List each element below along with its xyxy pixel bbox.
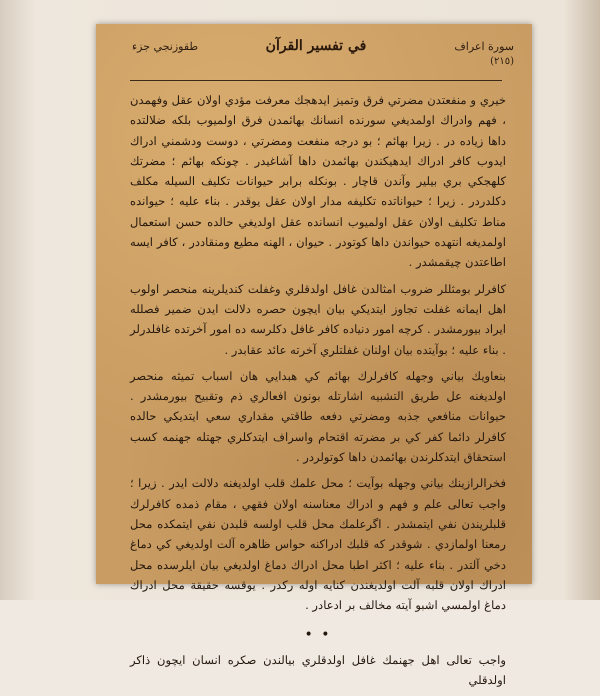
paragraph: فخرالرازينك بياني وجهله بوآيت ؛ محل علمك قلب اولديغنه دلالت ايدر . زيرا ؛ واجب تعالى علم و فهم و ادراك معناسنه اولان فقهي ، مقام ذمده كافرلرك قلبلريندن نفي ايتمشدر . اگرعلمك محل قلب اولسه قلبدن نفي ايتمكده محل رمعنا اولمازدي . شوقدر كه قلبك ادراكنه حواس ظاهره آلت اولديغي كي دماغ دخي آلتدر . بناء عليه ؛ اكثر اطبا محل ادراك دماغ اولديغي بيان ايلرسده محل ادراك اولان قلبه آلت اولديغندن كنايه اوله ركدر . يوقسه حقيقة محل ادراك دماغ اولمسي اشبو آيته مخالف بر ادعادر .	[130, 476, 506, 613]
paragraph: كافرلر بومثللر ضروب امثالدن غافل اولدقلري وغفلت كنديلرينه منحصر اولوب اهل ايمانه غفلت تجاوز ايتديكي بيان ايچون حصره دلالت ايدن ضمير فصلله ايراد بيورمشدر . كرچه امور دنياده كافر غافل دكلرسه ده امور آخرتده غافلدرلر . بناء عليه ؛ بوآيتده بيان اولنان غفلتلري آخرته عائد عقابدر .	[130, 281, 506, 357]
page-body	[130, 90, 506, 696]
paragraph: بنعاويك بياني وجهله كافرلرك بهائم كي هبدايي هان اسباب تميثه منحصر اولديغنه عل طريق التشبيه اشارتله بونون افعالري ذم وتقبيح بيورمشدر . حيوانات منافعي جذبه ومضرتي دفعه طاقتي مقداري سعي ايتديكي حالده كافرلر دائما كفر كي بر مضرته اقتحام واسراف ايتدكلري جهتله جهنمه كسب استحقاق ايتدكلرندن بهائمدن داها كوتولردر .	[130, 368, 506, 465]
page-header	[96, 24, 532, 86]
header-page-number: (٢١٥)	[490, 56, 514, 67]
paragraph: واجب تعالى اهل جهنمك غافل اولدقلري بيالندن صكره انسان ايچون ذاكر اولدقلي	[130, 652, 506, 688]
book-page	[96, 24, 532, 688]
paragraph: خيري و منفعتدن مضرتي فرق وتميز ايدهجك معرفت مؤدي اولان عقل وفهمدن ، فهم وادراك اولمديغي سورنده انسانك بهائمدن فرق اولميوب بلكه ضلالتده داها زياده در . زيرا بهائم ؛ بو درجه منفعت ومضرتي ، دوست ودشمني ادراك ايدوب كافر ادراك ايدهيكندن بهائمدن داها آشاغيدر . چونكه بهائم ؛ مضرتك كلهجكي بري بيلير وآندن قاچار . بونكله برابر حيوانات تكليف السيله مكلف دكلدردر . زيرا ؛ حيواناتده تكليفه مدار اولان عقل يوقدر . بناء عليه ؛ حيوانده مناط تكليف اولان عقل اولميوب انسانده عقل اولديغي حالده حسن استعمال اولمديغه انتهده حيواندن داها كوتودر . حيوان ، الهنه مطيع ومنقاددر ، كافر ايسه اطاعتدن چيقمشدر .	[130, 93, 506, 270]
header-surah: سورة اعراف	[454, 40, 514, 53]
section-separator: • •	[304, 627, 332, 644]
header-title: في تفسير القرآن	[265, 38, 367, 54]
header-rule	[130, 80, 502, 81]
header-juz: طقوزنجي جزء	[132, 40, 199, 53]
